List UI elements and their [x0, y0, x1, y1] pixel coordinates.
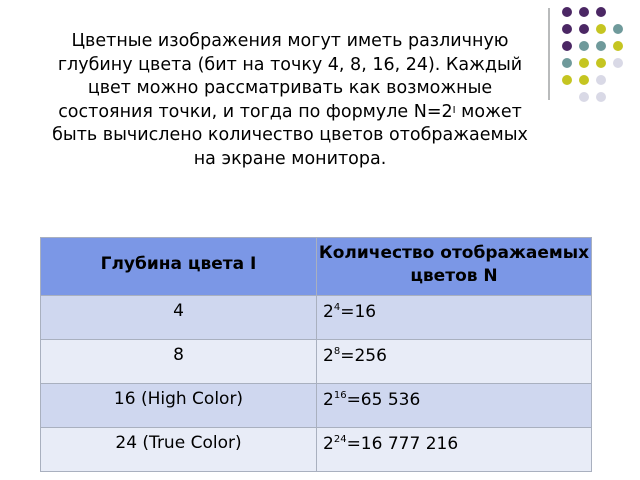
dot	[613, 58, 623, 68]
dot	[562, 24, 572, 34]
header-color-count: Количество отображаемых цветов N	[317, 238, 592, 296]
dot	[596, 24, 606, 34]
dot	[613, 24, 623, 34]
cell-depth: 24 (True Color)	[41, 428, 317, 472]
dot	[562, 75, 572, 85]
cell-depth: 4	[41, 296, 317, 340]
dot	[579, 58, 589, 68]
dot	[579, 7, 589, 17]
intro-text-before: Цветные изображения могут иметь различную глубину цвета (бит на точку 4, 8, 16, 24). Каждый цвет можно рассматривать как возможные состояния точки, и тогда по формуле N=2	[57, 31, 523, 122]
table-row	[41, 428, 592, 472]
dot	[596, 58, 606, 68]
table-header-row	[41, 238, 592, 296]
intro-exponent: I	[452, 104, 456, 116]
header-color-depth: Глубина цвета I	[41, 238, 317, 296]
cell-count: $2^{16}=65$ 536	[317, 384, 592, 428]
color-depth-table	[40, 237, 592, 472]
cell-count: $2^4=16$	[317, 296, 592, 340]
intro-paragraph	[40, 30, 540, 171]
table-row	[41, 340, 592, 384]
cell-count: $2^{24}=16$ 777 216	[317, 428, 592, 472]
dot	[579, 24, 589, 34]
cell-depth: 16 (High Color)	[41, 384, 317, 428]
dot	[579, 75, 589, 85]
dot	[596, 41, 606, 51]
cell-count: $2^8=256$	[317, 340, 592, 384]
dot	[596, 7, 606, 17]
dot	[596, 75, 606, 85]
dot	[562, 58, 572, 68]
cell-depth: 8	[41, 340, 317, 384]
dot	[596, 92, 606, 102]
dot	[579, 92, 589, 102]
dot	[579, 41, 589, 51]
dot	[562, 41, 572, 51]
dot	[562, 7, 572, 17]
intro-text-after: может быть вычислено количество цветов отображаемых на экране монитора.	[52, 101, 528, 169]
dot	[613, 41, 623, 51]
table-row	[41, 296, 592, 340]
table-row	[41, 384, 592, 428]
